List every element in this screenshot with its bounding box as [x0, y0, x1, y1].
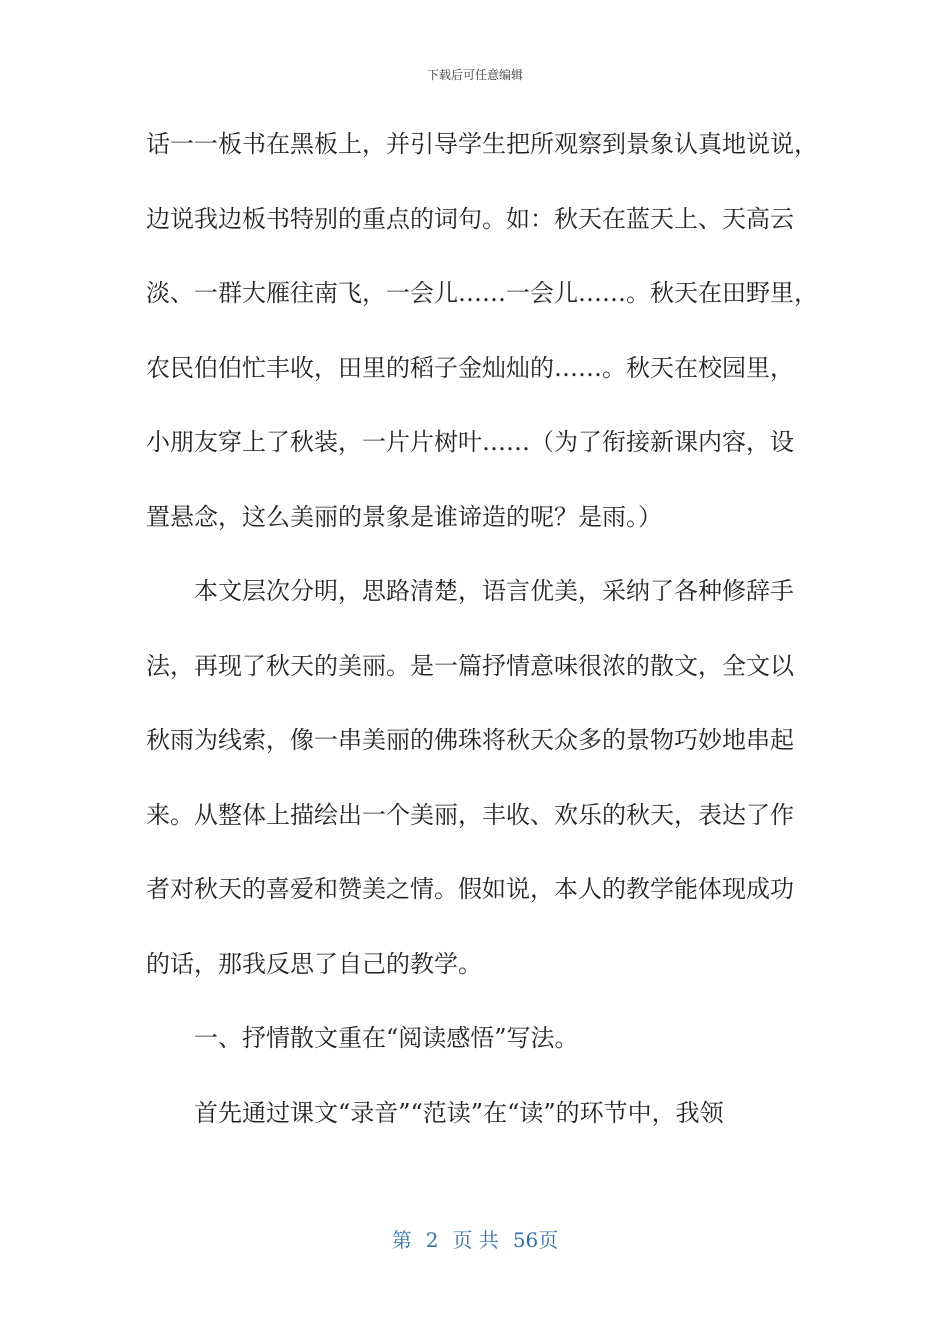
text-line: 秋雨为线索，像一串美丽的佛珠将秋天众多的景物巧妙地串起 [146, 726, 794, 754]
footer-suffix: 页 [538, 1228, 559, 1252]
text-line: 话一一板书在黑板上，并引导学生把所观察到景象认真地说说， [146, 130, 818, 158]
text-line: 置悬念，这么美丽的景象是谁谛造的呢？是雨。） [146, 502, 662, 531]
text-line: 来。从整体上描绘出一个美丽，丰收、欢乐的秋天，表达了作 [146, 800, 794, 829]
document-body [146, 118, 818, 1161]
page-header [0, 66, 950, 83]
text-line: 者对秋天的喜爱和赞美之情。假如说，本人的教学能体现成功 [146, 875, 794, 903]
text-line: 法，再现了秋天的美丽。是一篇抒情意味很浓的散文，全文以 [146, 651, 794, 680]
text-line: 淡、一群大雁往南飞，一会儿……一会儿……。秋天在田野里， [146, 279, 818, 307]
total-pages-number: 56 [512, 1228, 539, 1252]
footer-prefix: 第 [391, 1228, 412, 1252]
header-text: 下载后可任意编辑 [426, 68, 523, 82]
section-heading: 一、抒情散文重在“阅读感悟”写法。 [194, 1024, 579, 1052]
text-line: 农民伯伯忙丰收，田里的稻子金灿灿的……。秋天在校园里， [146, 353, 794, 382]
paragraph-start-line: 首先通过课文“录音”“范读”在“读”的环节中，我领 [194, 1098, 724, 1127]
page-footer [0, 1224, 950, 1253]
current-page-number: 2 [425, 1228, 439, 1252]
paragraph-start-line: 本文层次分明，思路清楚，语言优美，采纳了各种修辞手 [194, 577, 794, 605]
text-line: 小朋友穿上了秋装，一片片树叶……（为了衔接新课内容，设 [146, 428, 794, 456]
footer-middle: 页 共 [452, 1228, 499, 1252]
text-line: 的话，那我反思了自己的教学。 [146, 949, 482, 978]
text-line: 边说我边板书特别的重点的词句。如：秋天在蓝天上、天高云 [146, 204, 794, 233]
